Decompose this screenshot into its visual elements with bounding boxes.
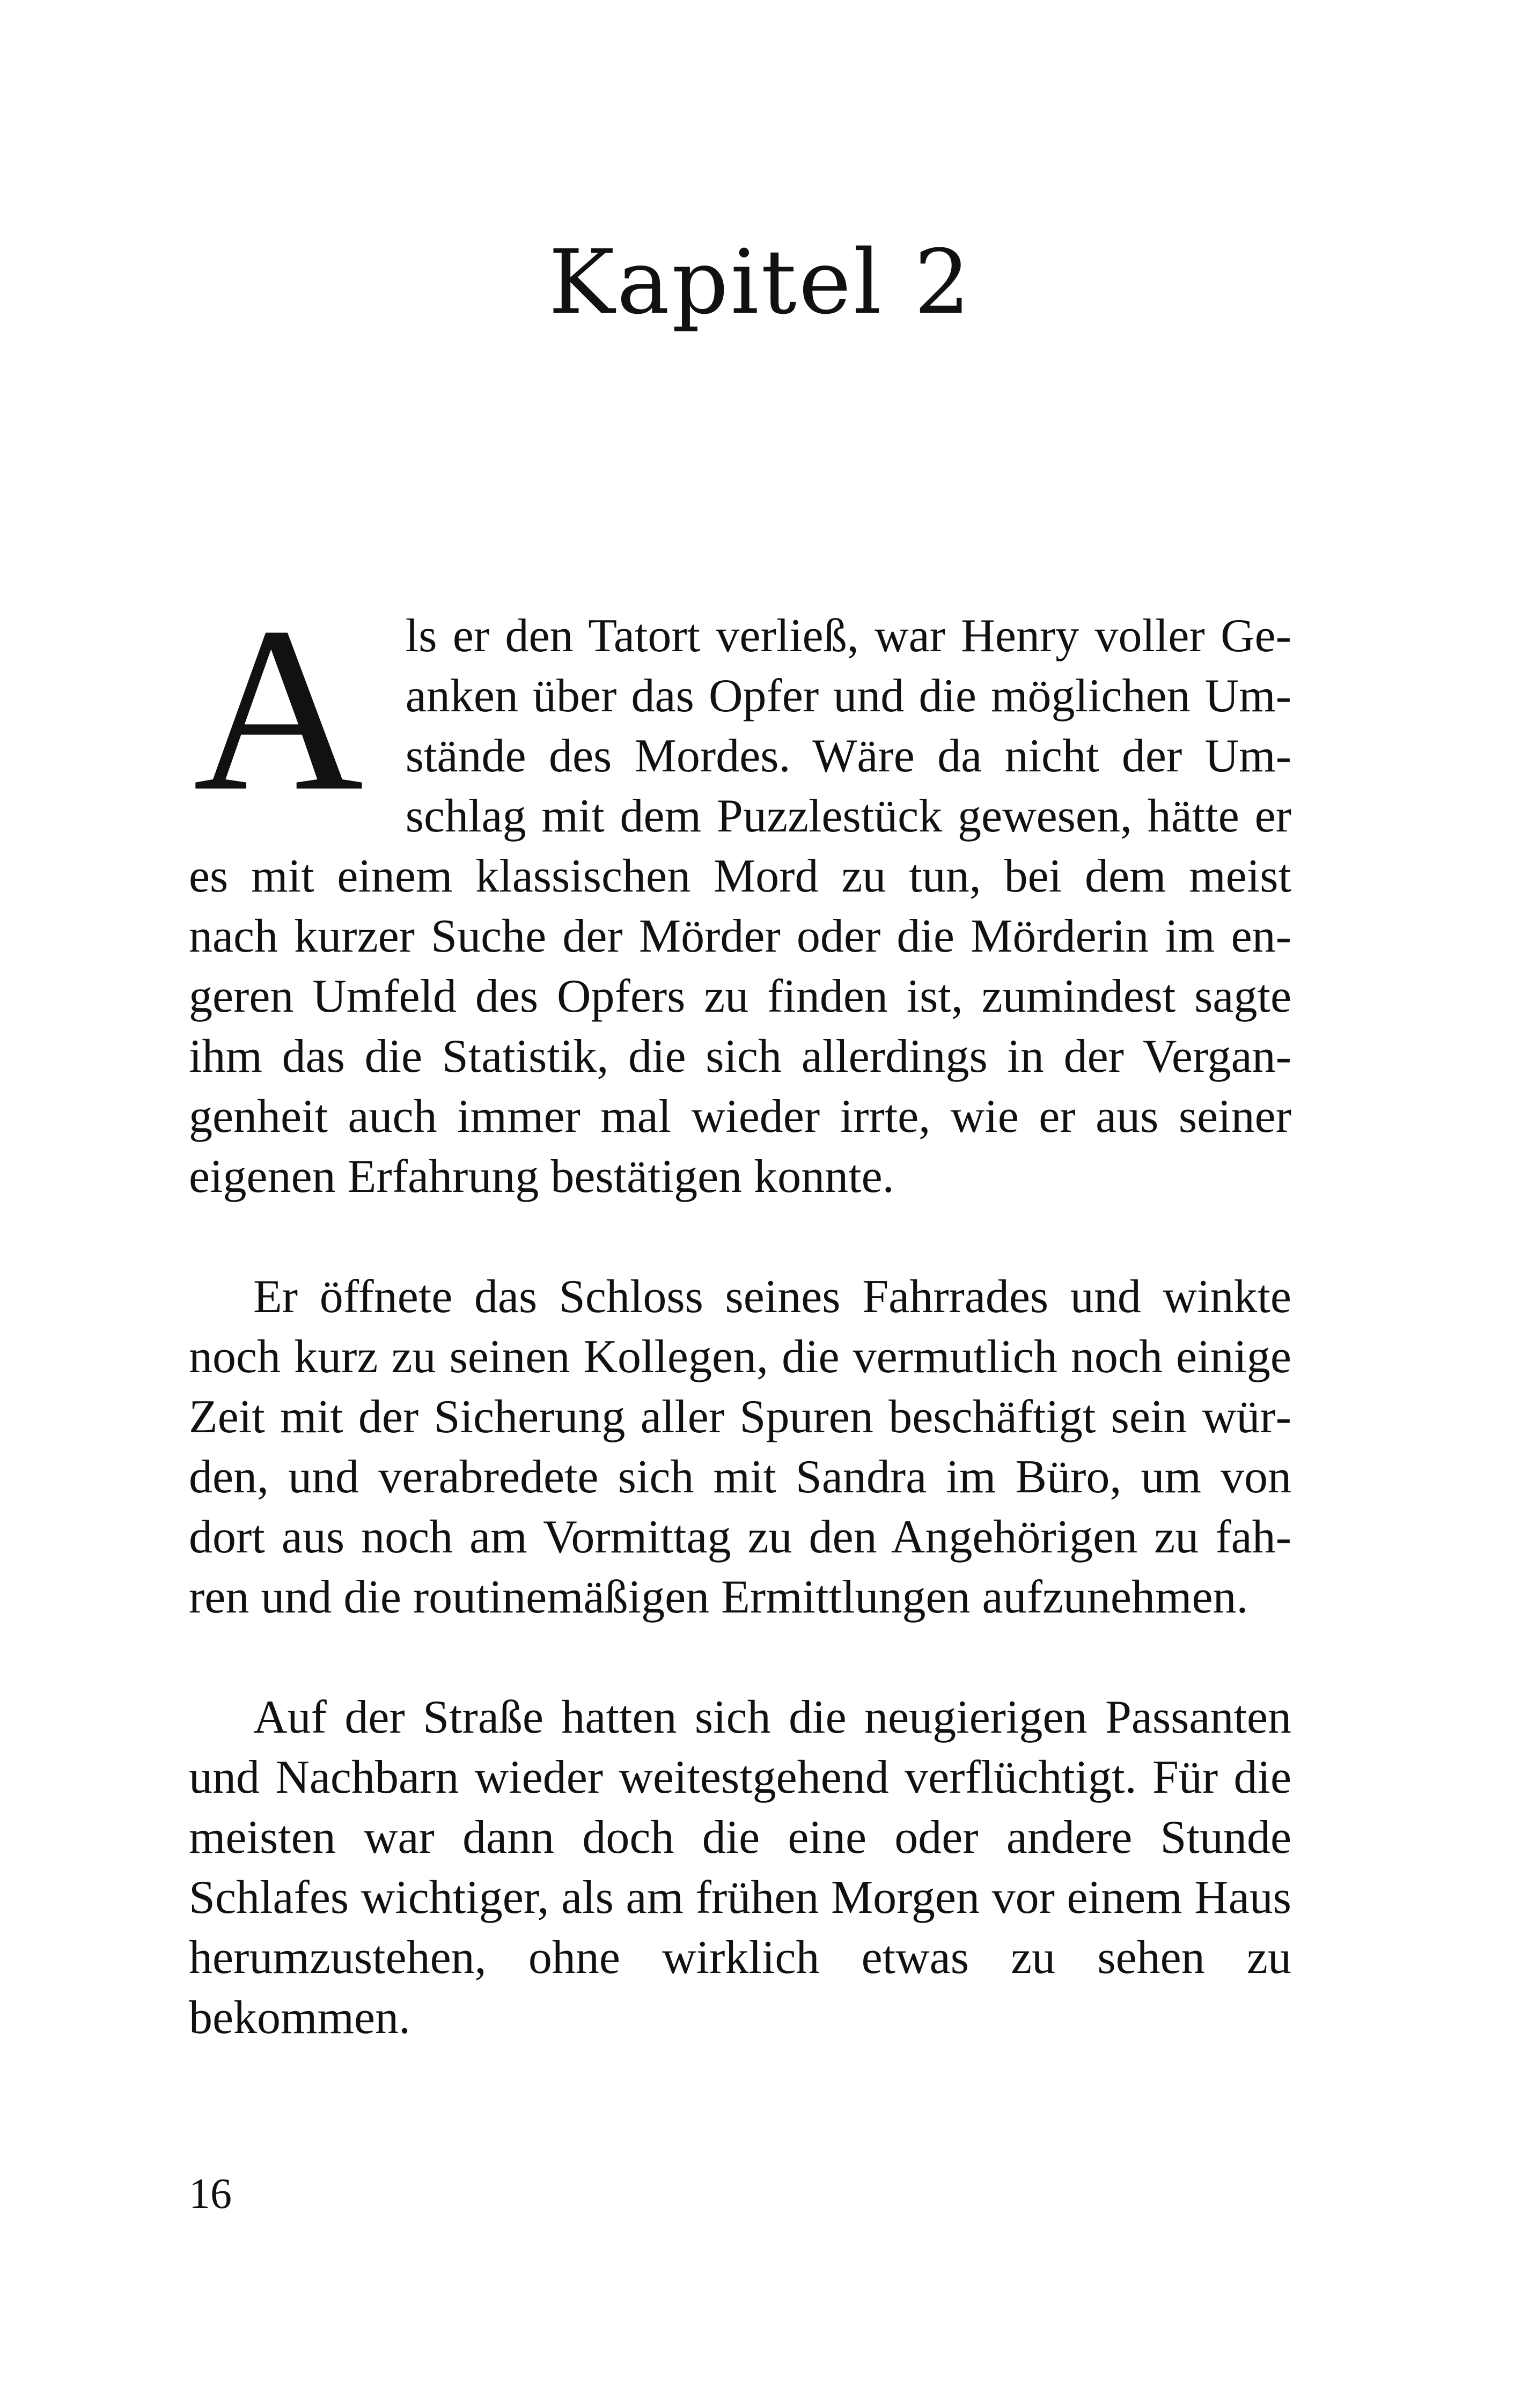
paragraph-1-text: ls er den Tatort verließ, war Henry voller Geanken über das Opfer und die möglichen Umstände des Mordes. Wäre da nicht der Umschlag mit dem Puzzlestück gewesen, hätte er es mit einem klassischen Mord zu tun, bei dem meist nach kurzer Suche der Mörder oder die Mörderin im engeren Umfeld des Opfers zu finden ist, zumindest sagte ihm das die Statistik, die sich allerdings in der Vergangenheit auch immer mal wieder irrte, wie er aus seiner eigenen Erfahrung bestätigen konnte. <box>189 610 1291 1203</box>
drop-cap: A <box>193 579 364 840</box>
chapter-title: Kapitel 2 <box>548 231 973 334</box>
body-text <box>189 579 1291 2048</box>
paragraph-1 <box>189 579 1291 1207</box>
paragraph-2: Er öffnete das Schloss seines Fahrrades und winkte noch kurz zu seinen Kollegen, die vermutlich noch einige Zeit mit der Sicherung aller Spuren beschäftigt sein würden, und verabredete sich mit Sandra im Büro, um von dort aus noch am Vormittag zu den Angehörigen zu fahren und die routinemäßigen Ermittlungen aufzunehmen. <box>189 1271 1291 1623</box>
page-number: 16 <box>189 2170 232 2218</box>
paragraph-3: Auf der Straße hatten sich die neugierigen Passanten und Nachbarn wieder weitestgehend verflüchtigt. Für die meisten war dann doch die eine oder andere Stunde Schlafes wichtiger, als am frühen Morgen vor einem Haus herumzustehen, ohne wirklich etwas zu sehen zu bekommen. <box>189 1691 1291 2044</box>
